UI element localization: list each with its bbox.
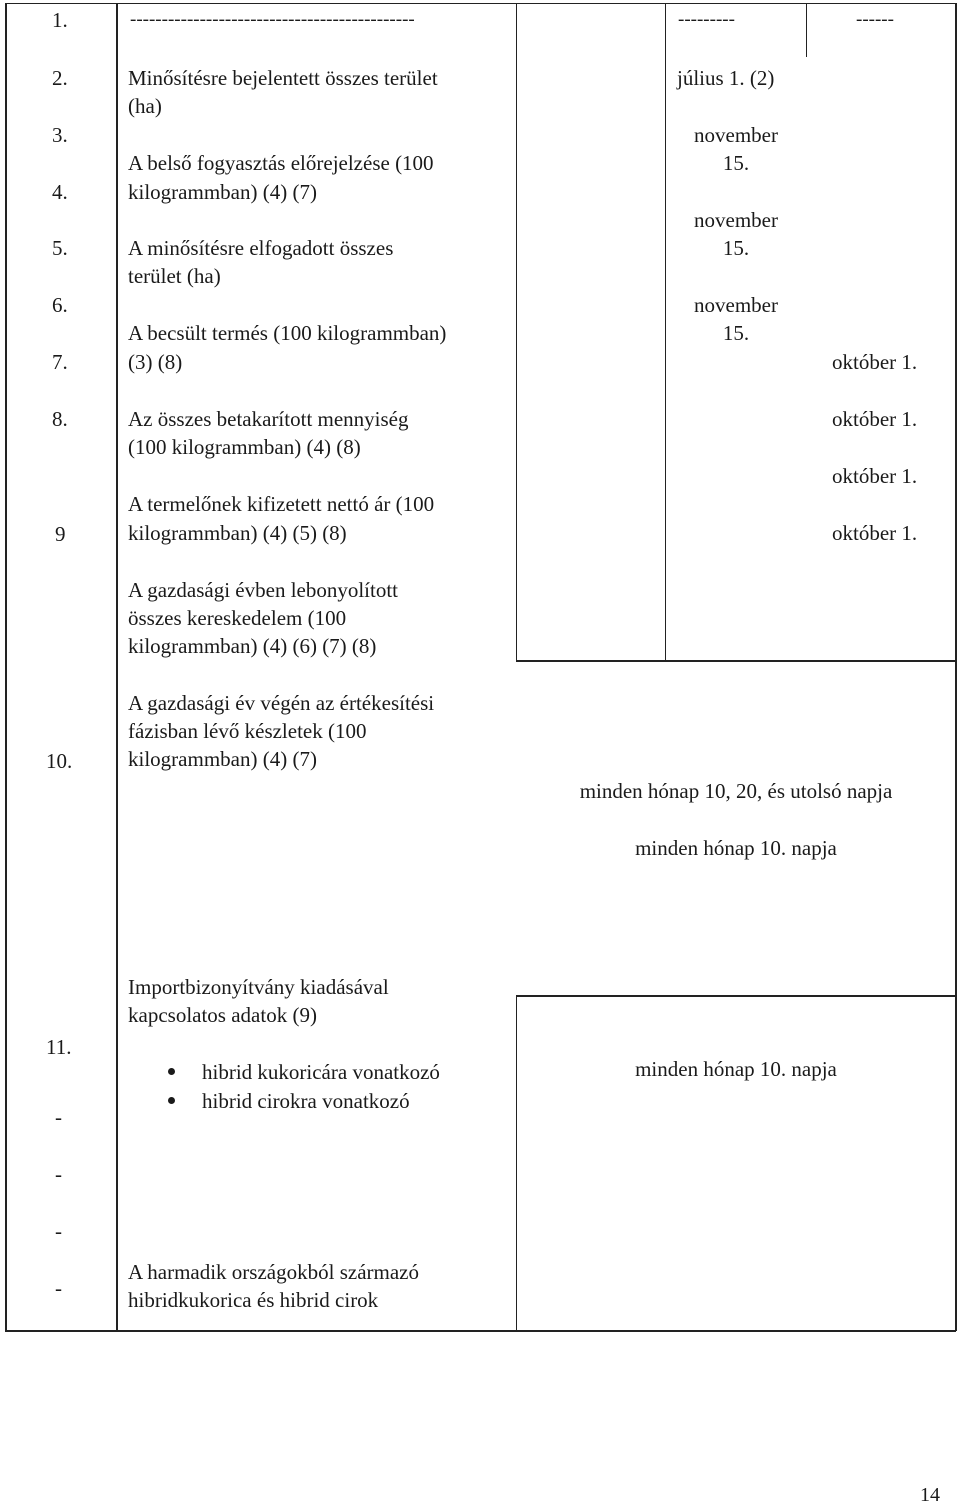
date-cell: október 1. <box>832 407 918 431</box>
description-line: terület (ha) <box>128 264 221 288</box>
description-line: összes kereskedelem (100 <box>128 606 347 630</box>
date-cell: november <box>694 293 778 317</box>
col-divider-2b <box>516 995 517 1331</box>
col-divider-2 <box>516 3 517 660</box>
dash-placeholder-col4: ------ <box>856 9 894 30</box>
date-cell: október 1. <box>832 464 918 488</box>
description-line: fázisban lévő készletek (100 <box>128 719 367 743</box>
description-line: (ha) <box>128 94 162 118</box>
row-number: 2. <box>52 66 68 90</box>
table-border-right <box>955 3 957 1331</box>
row-number: 3. <box>52 123 68 147</box>
row-dash: - <box>55 1219 62 1243</box>
date-cell: november <box>694 123 778 147</box>
row-divider-merged-top <box>516 660 956 662</box>
merged-date-cell: minden hónap 10. napja <box>635 836 837 860</box>
row-divider-import-top <box>516 995 956 997</box>
description-line: Minősítésre bejelentett összes terület <box>128 66 438 90</box>
row-dash: - <box>55 1276 62 1300</box>
date-cell: 15. <box>722 321 750 345</box>
row-number: 8. <box>52 407 68 431</box>
date-cell: november <box>694 208 778 232</box>
row-number: 6. <box>52 293 68 317</box>
description-line: kilogrammban) (4) (6) (7) (8) <box>128 634 377 658</box>
description-line: Az összes betakarított mennyiség <box>128 407 409 431</box>
row-number: 1. <box>52 8 68 32</box>
description-line: (3) (8) <box>128 350 183 374</box>
bullet-item: hibrid kukoricára vonatkozó <box>202 1060 440 1084</box>
date-cell: 15. <box>722 236 750 260</box>
date-cell: október 1. <box>832 350 918 374</box>
dash-placeholder-col3: --------- <box>678 9 735 30</box>
row-number: 5. <box>52 236 68 260</box>
bullet-icon <box>168 1097 175 1104</box>
description-line: kilogrammban) (4) (5) (8) <box>128 521 347 545</box>
description-line: kilogrammban) (4) (7) <box>128 747 317 771</box>
merged-date-cell: minden hónap 10, 20, és utolsó napja <box>579 779 893 803</box>
table-border-top <box>5 3 956 4</box>
date-cell: július 1. (2) <box>677 66 775 90</box>
description-line: A minősítésre elfogadott összes <box>128 236 394 260</box>
date-cell: október 1. <box>832 521 918 545</box>
merged-date-cell: minden hónap 10. napja <box>635 1057 837 1081</box>
description-line: A termelőnek kifizetett nettó ár (100 <box>128 492 435 516</box>
description-line: A gazdasági évben lebonyolított <box>128 578 399 602</box>
page-number: 14 <box>920 1484 940 1506</box>
bullet-item: hibrid cirokra vonatkozó <box>202 1089 410 1113</box>
row-number: 9 <box>55 522 66 546</box>
description-line: kapcsolatos adatok (9) <box>128 1003 317 1027</box>
row-dash: - <box>55 1105 62 1129</box>
description-line: A gazdasági év végén az értékesítési <box>128 691 435 715</box>
table-border-bottom <box>5 1330 956 1332</box>
col-divider-1 <box>116 3 118 1331</box>
table-border-left <box>5 3 7 1331</box>
dash-placeholder-desc: --------------------------------------------- <box>130 9 415 30</box>
description-line: hibridkukorica és hibrid cirok <box>128 1288 379 1312</box>
description-line: (100 kilogrammban) (4) (8) <box>128 435 361 459</box>
description-line: kilogrammban) (4) (7) <box>128 180 317 204</box>
description-line: A belső fogyasztás előrejelzése (100 <box>128 151 434 175</box>
row-dash: - <box>55 1162 62 1186</box>
col-divider-4 <box>806 3 807 57</box>
date-cell: 15. <box>722 151 750 175</box>
description-line: A harmadik országokból származó <box>128 1260 419 1284</box>
bullet-icon <box>168 1068 175 1075</box>
row-number: 10. <box>46 749 73 773</box>
row-number: 4. <box>52 180 68 204</box>
row-number: 11. <box>46 1035 72 1059</box>
description-line: Importbizonyítvány kiadásával <box>128 975 389 999</box>
description-line: A becsült termés (100 kilogrammban) <box>128 321 447 345</box>
row-number: 7. <box>52 350 68 374</box>
